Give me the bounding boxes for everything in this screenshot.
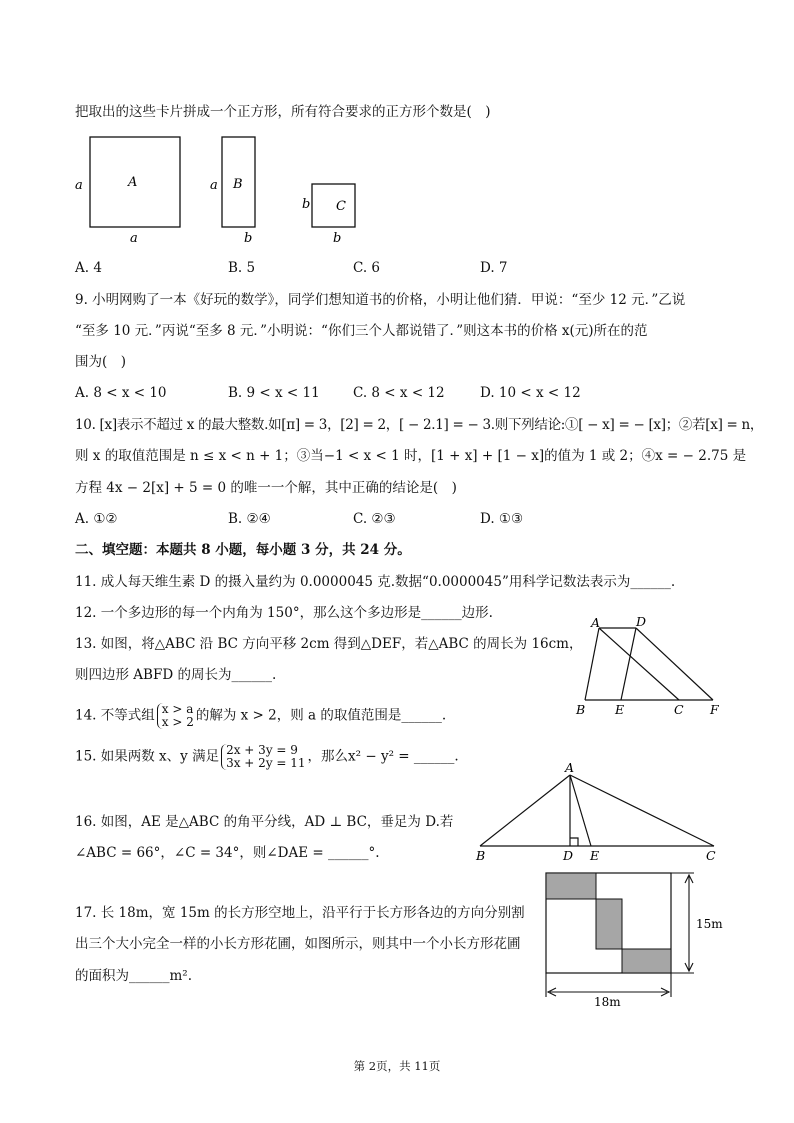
q9-option-b[interactable]: B. 9 < x < 11: [228, 385, 320, 401]
q13-label-a: A: [591, 615, 601, 630]
q16-label-b: B: [476, 848, 486, 863]
card-a: [75, 137, 180, 246]
q16-label-a: A: [565, 760, 575, 775]
q10-option-c[interactable]: C. ②③: [353, 511, 396, 527]
q13-line-1: 13. 如图，将△ABC 沿 BC 方向平移 2cm 得到△DEF，若△ABC 的周长为 16cm，: [75, 636, 583, 652]
q8-option-a[interactable]: A. 4: [75, 260, 102, 276]
q8-option-b[interactable]: B. 5: [228, 260, 256, 276]
q16-triangle-figure: [470, 760, 730, 865]
q13-label-b: B: [576, 702, 586, 717]
q13-label-c: C: [674, 702, 684, 717]
q10-option-d[interactable]: D. ①③: [480, 511, 524, 527]
card-b-side-left: a: [210, 178, 218, 193]
q14-system-line-1: x > a: [161, 702, 194, 716]
q16-label-e: E: [590, 848, 600, 863]
q15-system-line-2: 3x + 2y = 11: [226, 756, 306, 770]
q14-suffix: 的解为 x > 2，则 a 的取值范围是______.: [195, 707, 447, 724]
q8-option-d[interactable]: D. 7: [480, 260, 508, 276]
q8-cards-figure: [70, 132, 370, 250]
q10-line-2: 则 x 的取值范围是 n ≤ x < n + 1；③当−1 < x < 1 时，[1 + x] + [1 − x]的值为 1 或 2；④x = − 2.75 是: [75, 448, 747, 464]
q9-line-3: 围为( ): [75, 354, 127, 370]
q12-text: 12. 一个多边形的每一个内角为 150°，那么这个多边形是______边形.: [75, 605, 493, 621]
q10-option-a[interactable]: A. ①②: [75, 511, 118, 527]
section-2-title: 二、填空题：本题共 8 小题，每小题 3 分，共 24 分。: [75, 542, 411, 558]
q13-label-e: E: [615, 702, 625, 717]
q11-text: 11. 成人每天维生素 D 的摄入量约为 0.0000045 克.数据“0.0000045”用科学记数法表示为______.: [75, 574, 676, 590]
q9-option-c[interactable]: C. 8 < x < 12: [353, 385, 445, 401]
q13-label-f: F: [710, 702, 719, 717]
q9-option-a[interactable]: A. 8 < x < 10: [75, 385, 167, 401]
q17-plot-1: [546, 873, 596, 899]
q15-line: [75, 744, 459, 770]
q16-line-1: 16. 如图，AE 是△ABC 的角平分线，AD ⊥ BC，垂足为 D.若: [75, 814, 454, 830]
q13-translation-figure: [575, 612, 725, 722]
q15-system-line-1: 2x + 3y = 9: [226, 743, 298, 757]
q17-line-2: 出三个大小完全一样的小长方形花圃，如图所示，则其中一个小长方形花圃: [75, 936, 521, 952]
q17-line-3: 的面积为______m².: [75, 968, 193, 984]
q9-line-1: 9. 小明网购了一本《好玩的数学》，同学们想知道书的价格，小明让他们猜．甲说：“至少 12 元．”乙说: [75, 292, 686, 308]
q16-line-2: ∠ABC = 66°，∠C = 34°，则∠DAE = ______°.: [75, 845, 380, 861]
q8-option-c[interactable]: C. 6: [353, 260, 381, 276]
q17-plot-2: [596, 899, 622, 949]
q16-label-c: C: [706, 848, 716, 863]
q14-prefix: 14. 不等式组: [75, 707, 155, 724]
q16-label-d: D: [563, 848, 574, 863]
q9-line-2: “至多 10 元．”丙说“至多 8 元．”小明说：“你们三个人都说错了．”则这本书的价格 x(元)所在的范: [75, 323, 648, 339]
q8-stem: 把取出的这些卡片拼成一个正方形，所有符合要求的正方形个数是( ): [75, 104, 491, 120]
card-a-side-bottom: a: [130, 231, 138, 246]
q17-plot-3: [622, 949, 671, 973]
q15-system: [221, 744, 305, 770]
q17-garden-figure: [540, 866, 740, 1011]
q10-line-1: 10. [x]表示不超过 x 的最大整数.如[π] = 3，[2] = 2，[ − 2.1] = − 3.则下列结论:①[ − x] = − [x]；②若[x] = n，: [75, 417, 764, 433]
card-a-label: A: [128, 175, 138, 190]
q15-prefix: 15. 如果两数 x、y 满足: [75, 748, 220, 765]
card-b-label: B: [233, 177, 243, 192]
card-b-side-bottom: b: [244, 231, 253, 246]
q9-option-d[interactable]: D. 10 < x < 12: [480, 385, 581, 401]
q13-label-d: D: [636, 614, 647, 629]
q14-system: [157, 703, 194, 729]
q14-system-line-2: x > 2: [161, 715, 194, 729]
card-c: [302, 184, 355, 246]
card-c-side-left: b: [302, 197, 311, 212]
q17-width-label: 18m: [594, 995, 621, 1009]
page-footer: 第 2页，共 11页: [353, 1059, 441, 1073]
card-b: [210, 137, 255, 246]
q17-line-1: 17. 长 18m，宽 15m 的长方形空地上，沿平行于长方形各边的方向分别割: [75, 905, 525, 921]
card-c-side-bottom: b: [333, 231, 342, 246]
card-a-side-left: a: [75, 178, 83, 193]
q15-suffix: ，那么x² − y² = ______.: [307, 748, 459, 765]
q17-height-label: 15m: [696, 917, 723, 931]
card-c-label: C: [336, 199, 346, 214]
q10-line-3: 方程 4x − 2[x] + 5 = 0 的唯一一个解，其中正确的结论是( ): [75, 480, 457, 496]
q14-line: [75, 703, 446, 729]
q13-line-2: 则四边形 ABFD 的周长为______.: [75, 667, 277, 683]
q10-option-b[interactable]: B. ②④: [228, 511, 271, 527]
